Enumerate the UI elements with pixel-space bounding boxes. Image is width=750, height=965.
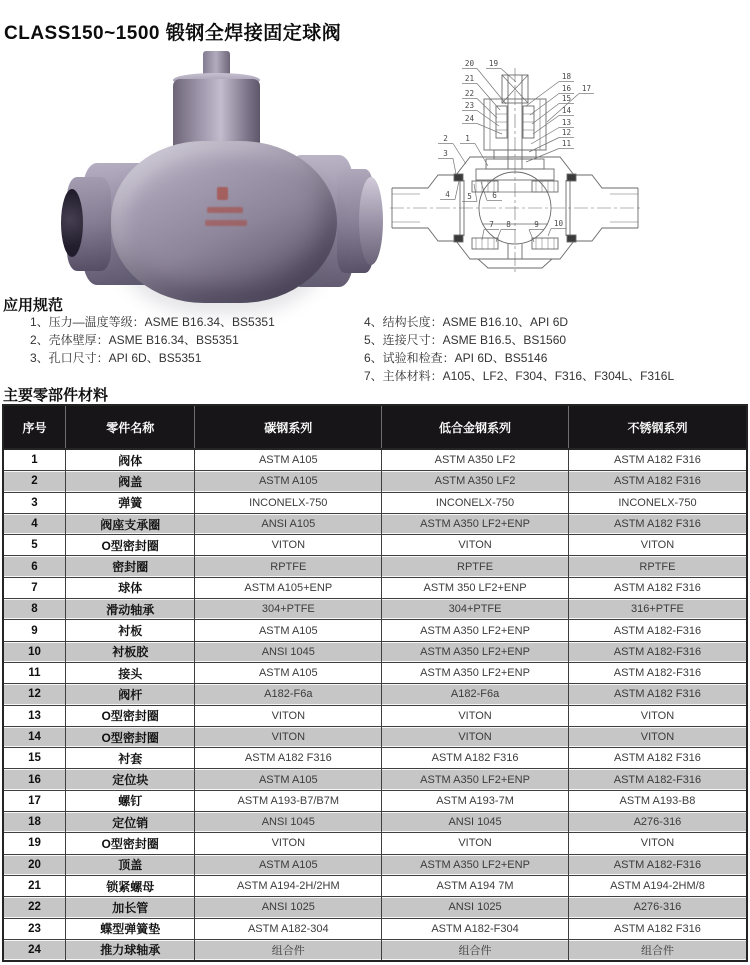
part-name-cell: 加长管 <box>65 897 194 918</box>
low-alloy-cell: ASTM 350 LF2+ENP <box>382 577 569 598</box>
callout-leader-line <box>475 144 488 167</box>
low-alloy-cell: INCONELX-750 <box>382 492 569 513</box>
part-name-cell: 蝶型弹簧垫 <box>65 918 194 939</box>
carbon-steel-cell: ASTM A105 <box>195 449 382 471</box>
low-alloy-cell: VITON <box>382 833 569 854</box>
stainless-cell: ASTM A194-2HM/8 <box>568 875 747 896</box>
callout-number-7: 7 <box>489 220 494 229</box>
row-num-cell: 7 <box>3 577 65 598</box>
part-name-cell: 阀座支承圈 <box>65 513 194 534</box>
part-name-cell: 顶盖 <box>65 854 194 875</box>
stainless-cell: VITON <box>568 833 747 854</box>
column-header: 零件名称 <box>65 405 194 449</box>
carbon-steel-cell: ANSI 1025 <box>195 897 382 918</box>
part-name-cell: 密封圈 <box>65 556 194 577</box>
low-alloy-cell: ASTM A182 F316 <box>382 748 569 769</box>
table-row <box>3 748 747 769</box>
table-row <box>3 875 747 896</box>
table-row <box>3 812 747 833</box>
callout-leader-line <box>477 99 497 119</box>
spec-list-left <box>30 313 275 367</box>
carbon-steel-cell: ANSI 1045 <box>195 641 382 662</box>
low-alloy-cell: A182-F6a <box>382 684 569 705</box>
low-alloy-cell: VITON <box>382 705 569 726</box>
carbon-steel-cell: 304+PTFE <box>195 599 382 620</box>
callout-number-15: 15 <box>561 94 572 103</box>
row-num-cell: 23 <box>3 918 65 939</box>
valve-photo <box>55 45 390 300</box>
stainless-cell: 组合件 <box>568 939 747 961</box>
part-name-cell: 螺钉 <box>65 790 194 811</box>
table-row <box>3 769 747 790</box>
spec-list-right <box>364 313 674 385</box>
carbon-steel-cell: ASTM A105 <box>195 854 382 875</box>
low-alloy-cell: ANSI 1025 <box>382 897 569 918</box>
carbon-steel-cell: ASTM A105 <box>195 620 382 641</box>
row-num-cell: 19 <box>3 833 65 854</box>
stainless-cell: ASTM A182 F316 <box>568 748 747 769</box>
part-name-cell: O型密封圈 <box>65 705 194 726</box>
carbon-steel-cell: ASTM A105 <box>195 769 382 790</box>
low-alloy-cell: ASTM A193-7M <box>382 790 569 811</box>
row-num-cell: 5 <box>3 535 65 556</box>
callout-number-10: 10 <box>553 219 564 228</box>
callout-leader-line <box>530 94 559 116</box>
callout-leader-line <box>532 104 559 125</box>
stainless-cell: VITON <box>568 726 747 747</box>
carbon-steel-cell: ANSI 1045 <box>195 812 382 833</box>
stainless-cell: 316+PTFE <box>568 599 747 620</box>
callout-number-23: 23 <box>464 101 475 110</box>
row-num-cell: 16 <box>3 769 65 790</box>
callout-number-22: 22 <box>464 89 475 98</box>
row-num-cell: 4 <box>3 513 65 534</box>
row-num-cell: 18 <box>3 812 65 833</box>
spec-item: 3、孔口尺寸：API 6D、BS5351 <box>30 351 202 365</box>
part-name-cell: 衬板胶 <box>65 641 194 662</box>
low-alloy-cell: VITON <box>382 535 569 556</box>
callout-number-6: 6 <box>492 191 497 200</box>
low-alloy-cell: ASTM A350 LF2+ENP <box>382 513 569 534</box>
part-name-cell: 定位块 <box>65 769 194 790</box>
part-name-cell: 阀体 <box>65 449 194 471</box>
table-row <box>3 535 747 556</box>
table-row <box>3 854 747 875</box>
callout-number-8: 8 <box>506 220 511 229</box>
table-row <box>3 939 747 961</box>
low-alloy-cell: ASTM A194 7M <box>382 875 569 896</box>
part-name-cell: 衬板 <box>65 620 194 641</box>
part-name-cell: O型密封圈 <box>65 535 194 556</box>
part-name-cell: 定位销 <box>65 812 194 833</box>
stainless-cell: ASTM A182 F316 <box>568 577 747 598</box>
seal-block <box>454 174 463 181</box>
valve-cross-section-diagram <box>390 42 642 274</box>
table-row <box>3 833 747 854</box>
callout-number-16: 16 <box>561 84 572 93</box>
row-num-cell: 6 <box>3 556 65 577</box>
carbon-steel-cell: VITON <box>195 833 382 854</box>
table-row <box>3 492 747 513</box>
low-alloy-cell: ASTM A350 LF2+ENP <box>382 854 569 875</box>
carbon-steel-cell: ASTM A182 F316 <box>195 748 382 769</box>
row-num-cell: 8 <box>3 599 65 620</box>
carbon-steel-cell: RPTFE <box>195 556 382 577</box>
part-name-cell: 推力球轴承 <box>65 939 194 961</box>
table-header-row <box>3 405 747 449</box>
table-row <box>3 684 747 705</box>
row-num-cell: 17 <box>3 790 65 811</box>
table-row <box>3 662 747 683</box>
row-num-cell: 13 <box>3 705 65 726</box>
row-num-cell: 14 <box>3 726 65 747</box>
table-row <box>3 449 747 471</box>
carbon-steel-cell: A182-F6a <box>195 684 382 705</box>
valve-drawing <box>390 68 642 272</box>
spec-item: 1、压力—温度等级：ASME B16.34、BS5351 <box>30 315 275 329</box>
table-row <box>3 918 747 939</box>
carbon-steel-cell: VITON <box>195 705 382 726</box>
table-row <box>3 641 747 662</box>
callout-number-12: 12 <box>561 128 572 137</box>
stainless-cell: ASTM A182-F316 <box>568 662 747 683</box>
low-alloy-cell: 组合件 <box>382 939 569 961</box>
row-num-cell: 20 <box>3 854 65 875</box>
part-name-cell: 衬套 <box>65 748 194 769</box>
callout-number-3: 3 <box>443 149 448 158</box>
table-row <box>3 620 747 641</box>
low-alloy-cell: ASTM A350 LF2+ENP <box>382 662 569 683</box>
column-header: 序号 <box>3 405 65 449</box>
callout-number-5: 5 <box>467 192 472 201</box>
callout-number-14: 14 <box>561 106 572 115</box>
callout-number-9: 9 <box>534 220 539 229</box>
stainless-cell: ASTM A193-B8 <box>568 790 747 811</box>
valve-photo-red-logo-mark <box>217 187 228 200</box>
table-row <box>3 897 747 918</box>
callout-number-21: 21 <box>464 74 475 83</box>
seal-block <box>454 235 463 242</box>
carbon-steel-cell: VITON <box>195 726 382 747</box>
low-alloy-cell: RPTFE <box>382 556 569 577</box>
row-num-cell: 11 <box>3 662 65 683</box>
column-header: 不锈钢系列 <box>568 405 747 449</box>
callout-leader-line <box>474 184 477 202</box>
parts-material-table <box>2 404 748 962</box>
low-alloy-cell: ASTM A350 LF2 <box>382 449 569 471</box>
spec-item: 7、主体材料：A105、LF2、F304、F316、F304L、F316L <box>364 369 675 383</box>
part-name-cell: O型密封圈 <box>65 726 194 747</box>
stainless-cell: ASTM A182 F316 <box>568 513 747 534</box>
stainless-cell: ASTM A182 F316 <box>568 471 747 492</box>
callout-number-13: 13 <box>561 118 572 127</box>
table-row <box>3 471 747 492</box>
callout-leader-line <box>548 229 551 237</box>
row-num-cell: 10 <box>3 641 65 662</box>
seal-block <box>567 235 576 242</box>
spec-item: 6、试验和检查：API 6D、BS5146 <box>364 351 548 365</box>
stainless-cell: VITON <box>568 535 747 556</box>
row-num-cell: 24 <box>3 939 65 961</box>
stainless-cell: ASTM A182 F316 <box>568 449 747 471</box>
valve-photo-red-text-mark2 <box>205 220 247 226</box>
callout-leader-line <box>453 159 456 175</box>
column-header: 碳钢系列 <box>195 405 382 449</box>
carbon-steel-cell: VITON <box>195 535 382 556</box>
stainless-cell: A276-316 <box>568 897 747 918</box>
row-num-cell: 21 <box>3 875 65 896</box>
stainless-cell: VITON <box>568 705 747 726</box>
row-num-cell: 3 <box>3 492 65 513</box>
part-name-cell: 阀盖 <box>65 471 194 492</box>
parts-table-heading: 主要零部件材料 <box>3 387 109 404</box>
callout-number-17: 17 <box>581 84 592 93</box>
stainless-cell: INCONELX-750 <box>568 492 747 513</box>
table-row <box>3 577 747 598</box>
seal-block <box>567 174 576 181</box>
callout-leader-line <box>453 144 466 165</box>
row-num-cell: 15 <box>3 748 65 769</box>
carbon-steel-cell: ANSI A105 <box>195 513 382 534</box>
page-title: CLASS150~1500 锻钢全焊接固定球阀 <box>4 22 342 44</box>
spec-item: 4、结构长度：ASME B16.10、API 6D <box>364 315 569 329</box>
table-row <box>3 513 747 534</box>
carbon-steel-cell: ASTM A194-2H/2HM <box>195 875 382 896</box>
stainless-cell: ASTM A182-F316 <box>568 769 747 790</box>
valve-photo-red-text-mark <box>207 207 243 213</box>
row-num-cell: 9 <box>3 620 65 641</box>
stainless-cell: ASTM A182 F316 <box>568 684 747 705</box>
callout-number-20: 20 <box>464 59 475 68</box>
callout-labels <box>438 59 594 242</box>
row-num-cell: 12 <box>3 684 65 705</box>
part-name-cell: 球体 <box>65 577 194 598</box>
part-name-cell: O型密封圈 <box>65 833 194 854</box>
row-num-cell: 1 <box>3 449 65 471</box>
carbon-steel-cell: ASTM A193-B7/B7M <box>195 790 382 811</box>
callout-leader-line <box>531 128 559 145</box>
valve-photo-left-bore <box>61 189 83 257</box>
part-name-cell: 弹簧 <box>65 492 194 513</box>
stainless-cell: A276-316 <box>568 812 747 833</box>
carbon-steel-cell: ASTM A105 <box>195 662 382 683</box>
callout-number-19: 19 <box>488 59 499 68</box>
low-alloy-cell: ASTM A350 LF2 <box>382 471 569 492</box>
carbon-steel-cell: ASTM A105 <box>195 471 382 492</box>
part-name-cell: 锁紧螺母 <box>65 875 194 896</box>
callout-leader-line <box>455 181 459 200</box>
low-alloy-cell: ASTM A350 LF2+ENP <box>382 641 569 662</box>
table-row <box>3 556 747 577</box>
callout-leader-line <box>526 149 559 163</box>
table-row <box>3 790 747 811</box>
row-num-cell: 22 <box>3 897 65 918</box>
table-row <box>3 726 747 747</box>
spec-item: 2、壳体壁厚：ASME B16.34、BS5351 <box>30 333 239 347</box>
part-name-cell: 阀杆 <box>65 684 194 705</box>
table-row <box>3 599 747 620</box>
column-header: 低合金钢系列 <box>382 405 569 449</box>
carbon-steel-cell: 组合件 <box>195 939 382 961</box>
low-alloy-cell: ANSI 1045 <box>382 812 569 833</box>
specs-heading: 应用规范 <box>3 297 64 314</box>
carbon-steel-cell: ASTM A182-304 <box>195 918 382 939</box>
callout-number-2: 2 <box>443 134 448 143</box>
parts-table-body <box>3 449 747 961</box>
stainless-cell: RPTFE <box>568 556 747 577</box>
low-alloy-cell: 304+PTFE <box>382 599 569 620</box>
callout-number-18: 18 <box>561 72 572 81</box>
valve-photo-right-cap <box>359 177 383 265</box>
low-alloy-cell: ASTM A350 LF2+ENP <box>382 620 569 641</box>
stainless-cell: ASTM A182 F316 <box>568 918 747 939</box>
stainless-cell: ASTM A182-F316 <box>568 620 747 641</box>
callout-leader-line <box>477 84 500 111</box>
row-num-cell: 2 <box>3 471 65 492</box>
part-name-cell: 接头 <box>65 662 194 683</box>
callout-number-4: 4 <box>445 190 450 199</box>
part-name-cell: 滑动轴承 <box>65 599 194 620</box>
stainless-cell: ASTM A182-F316 <box>568 641 747 662</box>
callout-number-11: 11 <box>561 139 572 148</box>
low-alloy-cell: ASTM A350 LF2+ENP <box>382 769 569 790</box>
stainless-cell: ASTM A182-F316 <box>568 854 747 875</box>
low-alloy-cell: ASTM A182-F304 <box>382 918 569 939</box>
spec-item: 5、连接尺寸：ASME B16.5、BS1560 <box>364 333 567 347</box>
table-row <box>3 705 747 726</box>
low-alloy-cell: VITON <box>382 726 569 747</box>
carbon-steel-cell: INCONELX-750 <box>195 492 382 513</box>
callout-leader-line <box>526 82 559 107</box>
carbon-steel-cell: ASTM A105+ENP <box>195 577 382 598</box>
callout-number-24: 24 <box>464 114 475 123</box>
callout-number-1: 1 <box>465 134 470 143</box>
